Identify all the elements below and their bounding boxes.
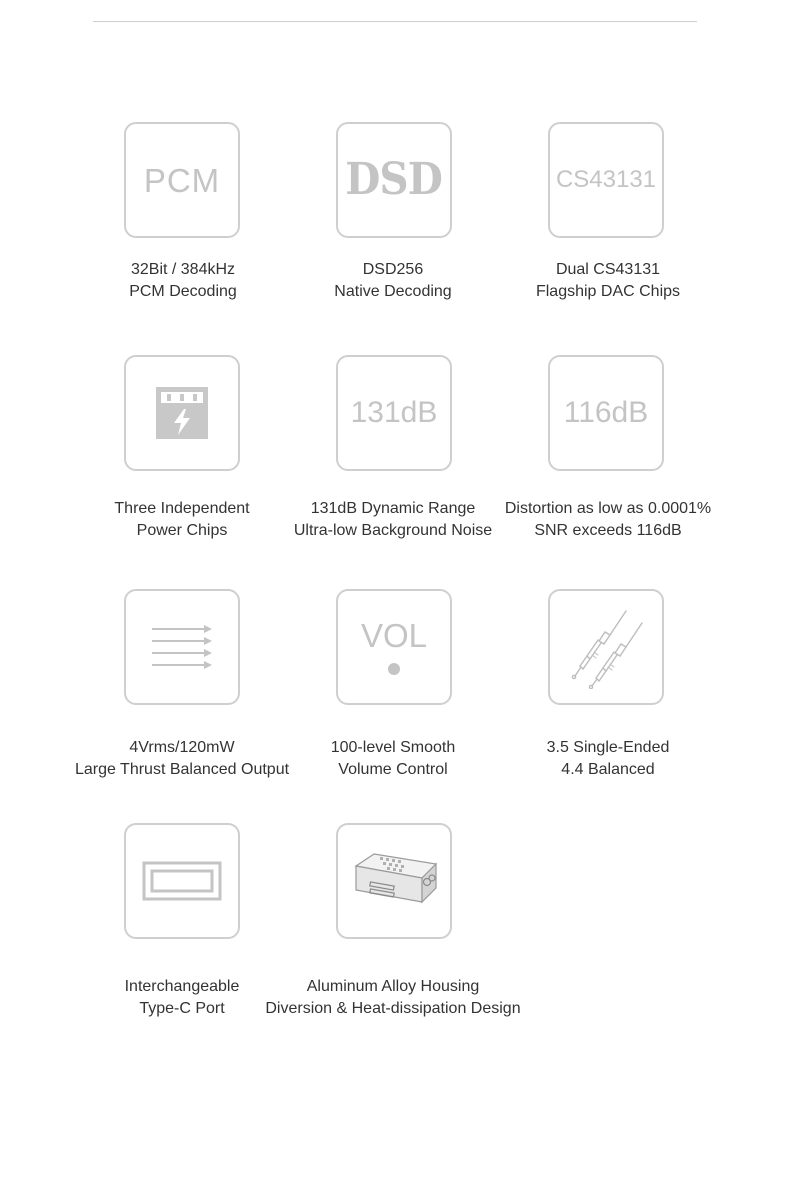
caption-line: Interchangeable — [124, 978, 240, 995]
output-arrows-icon — [150, 623, 214, 671]
top-divider — [93, 21, 697, 22]
caption-line: 4.4 Balanced — [561, 761, 655, 778]
caption-line: Flagship DAC Chips — [535, 283, 681, 300]
feature-tile-housing — [336, 823, 452, 939]
volume-text-icon: VOL — [360, 617, 428, 654]
caption-line: Dual CS43131 — [555, 261, 661, 278]
feature-tile-pcm — [124, 122, 240, 238]
power-chip-icon — [154, 385, 210, 441]
caption-line: 100-level Smooth — [330, 739, 456, 756]
volume-knob-icon — [361, 619, 427, 675]
caption-line: Three Independent — [114, 500, 250, 517]
feature-caption-jacks — [478, 737, 738, 781]
snr-text-icon: 116dB — [563, 396, 649, 429]
usb-c-port-icon — [142, 861, 222, 901]
feature-tile-power — [124, 355, 240, 471]
caption-line: PCM Decoding — [129, 283, 237, 300]
dynamic-range-text-icon: 131dB — [350, 396, 438, 429]
pcm-text-icon: PCM — [143, 161, 221, 199]
feature-tile-dsd — [336, 122, 452, 238]
caption-line: Type-C Port — [139, 1000, 225, 1017]
caption-line: 3.5 Single-Ended — [546, 739, 670, 756]
caption-line: Distortion as low as 0.0001% — [504, 500, 712, 517]
caption-line: 4Vrms/120mW — [129, 739, 235, 756]
volume-dot-icon — [388, 663, 400, 675]
feature-caption-snr — [478, 498, 738, 542]
feature-tile-output — [124, 589, 240, 705]
caption-line: SNR exceeds 116dB — [534, 522, 682, 539]
caption-line: Ultra-low Background Noise — [293, 522, 493, 539]
caption-line: Native Decoding — [334, 283, 452, 300]
caption-line: Large Thrust Balanced Output — [74, 761, 290, 778]
caption-line: 131dB Dynamic Range — [310, 500, 476, 517]
feature-tile-usb-c — [124, 823, 240, 939]
feature-tile-jacks — [548, 589, 664, 705]
feature-tile-snr — [548, 355, 664, 471]
audio-jacks-icon — [564, 605, 648, 689]
dac-chip-text-icon: CS43131 — [555, 166, 657, 193]
feature-tile-dynamic-range — [336, 355, 452, 471]
feature-tile-dac — [548, 122, 664, 238]
feature-tile-volume — [336, 589, 452, 705]
dsd-text-icon: DSD — [345, 154, 443, 205]
aluminum-housing-icon — [344, 846, 444, 916]
caption-line: Aluminum Alloy Housing — [306, 978, 480, 995]
caption-line: Volume Control — [338, 761, 448, 778]
caption-line: 32Bit / 384kHz — [130, 261, 236, 278]
caption-line: Diversion & Heat-dissipation Design — [265, 1000, 521, 1017]
caption-line: Power Chips — [136, 522, 228, 539]
caption-line: DSD256 — [362, 261, 424, 278]
feature-caption-dac — [478, 259, 738, 303]
feature-caption-housing — [263, 976, 523, 1020]
